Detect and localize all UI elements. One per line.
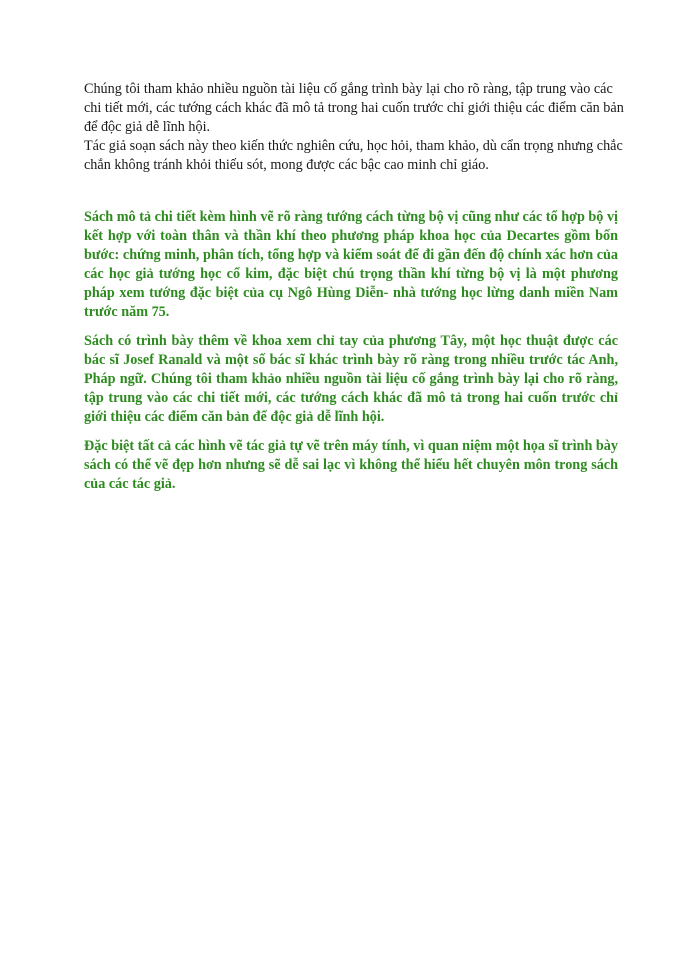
intro-paragraph: Tác giả soạn sách này theo kiến thức nghiên cứu, học hỏi, tham khảo, dù cẩn trọng nhưng chắc chắn không tránh khỏi thiếu sót, mong được các bậc cao minh chỉ giáo.	[84, 138, 623, 173]
body-paragraph: Sách mô tả chi tiết kèm hình vẽ rõ ràng tướng cách từng bộ vị cũng như các tổ hợp bộ vị kết hợp với toàn thân và thần khí theo phương pháp khoa học của Decartes gồm bốn bước: chứng minh, phân tích, tổng hợp và kiểm soát để đi gần đến độ chính xác hơn của các học giả tướng học cổ kim, đặc biệt chú trọng thần khí từng bộ vị là một phương pháp xem tướng đặc biệt của cụ Ngô Hùng Diễn- nhà tướng học lừng danh miền Nam trước năm 75.	[84, 209, 618, 320]
body-paragraph: Đặc biệt tất cả các hình vẽ tác giả tự vẽ trên máy tính, vì quan niệm một họa sĩ trình bày sách có thể vẽ đẹp hơn nhưng sẽ dễ sai lạc vì không thể hiểu hết chuyên môn trong sách của các tác giả.	[84, 438, 618, 492]
intro-section	[84, 80, 624, 175]
body-section	[84, 208, 618, 504]
intro-paragraph: Chúng tôi tham khảo nhiều nguồn tài liệu cố gắng trình bày lại cho rõ ràng, tập trung vào các chi tiết mới, các tướng cách khác đã mô tả trong hai cuốn trước chỉ giới thiệu các điểm căn bản để độc giả dễ lĩnh hội.	[84, 81, 624, 135]
body-paragraph: Sách có trình bày thêm về khoa xem chỉ tay của phương Tây, một học thuật được các bác sĩ Josef Ranald và một số bác sĩ khác trình bày rõ ràng trong nhiều trước tác Anh, Pháp ngữ. Chúng tôi tham khảo nhiều nguồn tài liệu cố gắng trình bày lại cho rõ ràng, tập trung vào các chi tiết mới, các tướng cách khác đã mô tả trong hai cuốn trước chỉ giới thiệu các điểm căn bản để độc giả dễ lĩnh hội.	[84, 333, 618, 425]
